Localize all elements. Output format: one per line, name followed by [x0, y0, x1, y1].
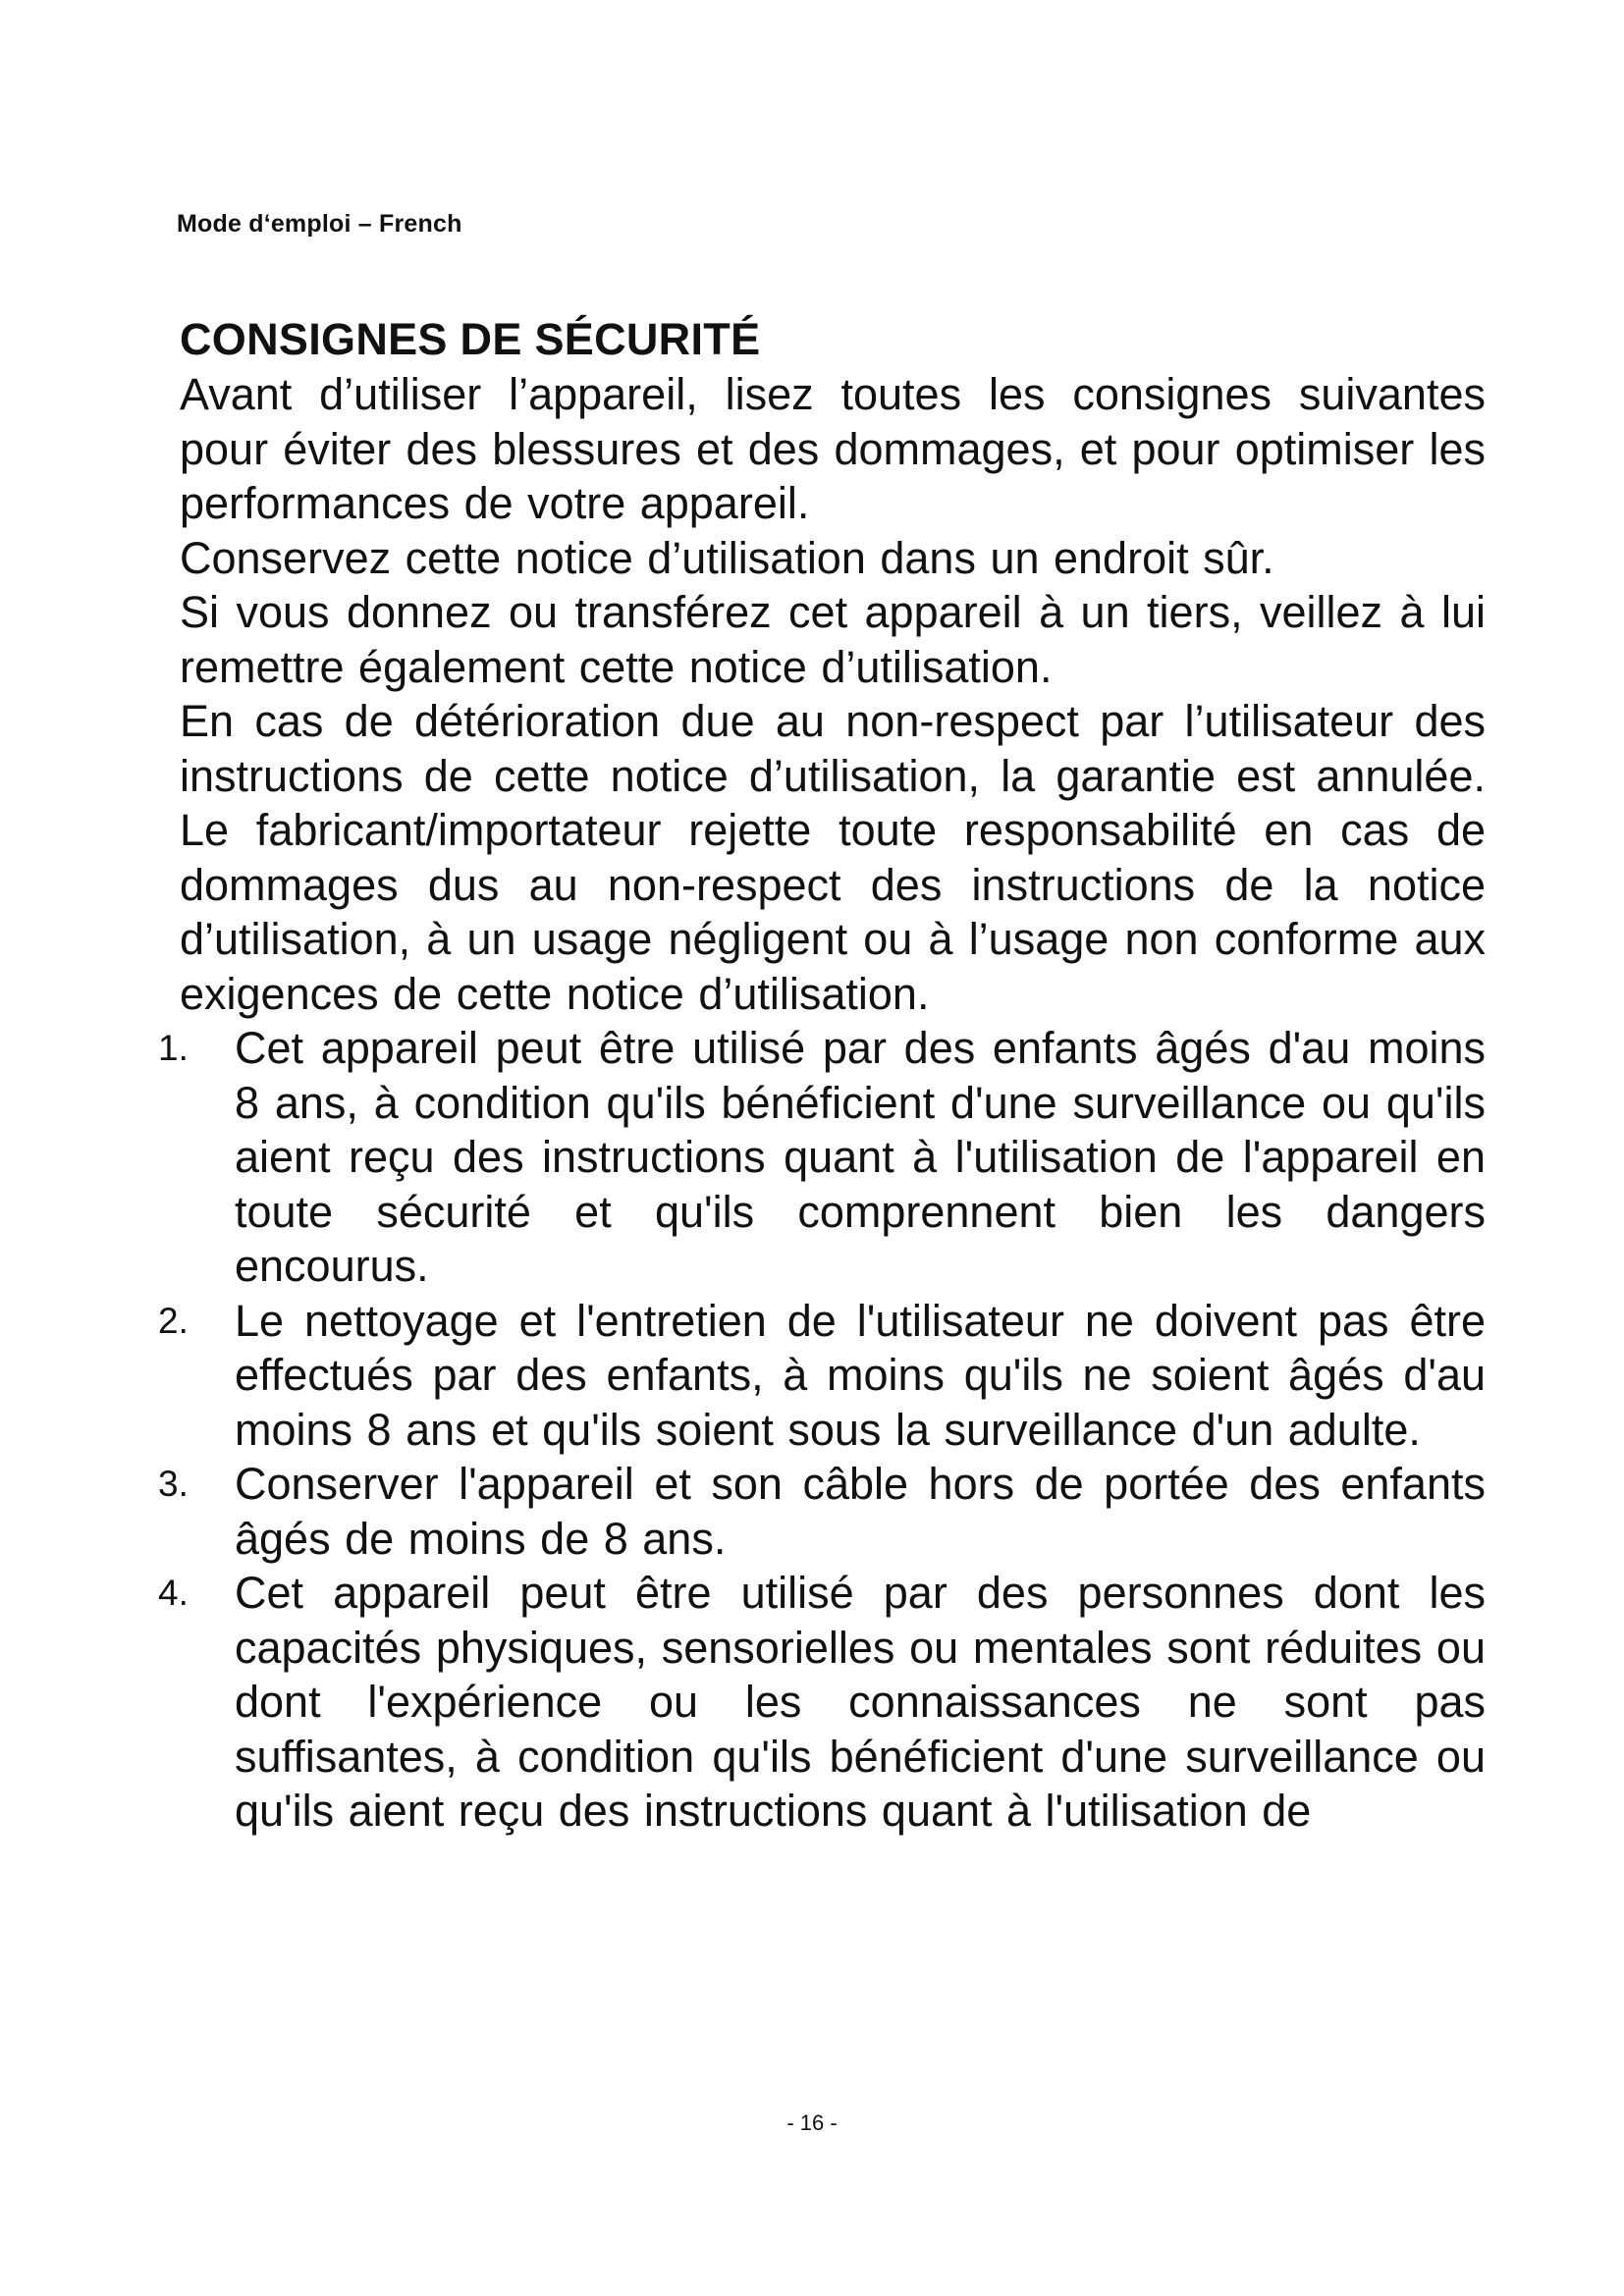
list-item-number: 2. [158, 1300, 189, 1341]
list-item-number: 1. [158, 1028, 189, 1068]
list-item [158, 1566, 1486, 1839]
list-item [158, 1294, 1486, 1458]
warranty-paragraph: En cas de détérioration due au non-respect par l’utilisateur des instructions de cette notice d’utilisation, la garantie est annulée. Le fabricant/importateur rejette toute responsabilité en cas de dommages dus au non-respect des instructions de la notice d’utilisation, à un usage négligent ou à l’usage non conforme aux exigences de cette notice d’utilisation. [180, 696, 1486, 1019]
list-item-text: Cet appareil peut être utilisé par des enfants âgés d'au moins 8 ans, à condition qu'ils bénéficient d'une surveillance ou qu'ils aient reçu des instructions quant à l'utilisation de l'appareil en toute sécurité et qu'ils comprennent bien les dangers encourus. [235, 1023, 1486, 1291]
list-item-number: 4. [158, 1573, 189, 1613]
keep-notice-paragraph: Conservez cette notice d’utilisation dans un endroit sûr. [180, 532, 1274, 583]
safety-section [158, 312, 1486, 1839]
page-number: - 16 - [786, 2110, 838, 2135]
list-item [158, 1457, 1486, 1566]
section-title: CONSIGNES DE SÉCURITÉ [180, 314, 761, 364]
list-item [158, 1021, 1486, 1294]
intro-paragraph: Avant d’utiliser l’appareil, lisez toutes les consignes suivantes pour éviter des blessures et des dommages, et pour optimiser les performances de votre appareil. [180, 369, 1486, 528]
transfer-paragraph: Si vous donnez ou transférez cet appareil à un tiers, veillez à lui remettre également cette notice d’utilisation. [180, 587, 1486, 692]
list-item-text: Le nettoyage et l'entretien de l'utilisateur ne doivent pas être effectués par des enfants, à moins qu'ils ne soient âgés d'au moins 8 ans et qu'ils soient sous la surveillance d'un adulte. [235, 1295, 1486, 1455]
list-item-text: Conserver l'appareil et son câble hors de portée des enfants âgés de moins de 8 ans. [235, 1459, 1486, 1564]
list-item-text: Cet appareil peut être utilisé par des personnes dont les capacités physiques, sensorielles ou mentales sont réduites ou dont l'expérience ou les connaissances ne sont pas suffisantes, à condition qu'ils bénéficient d'une surveillance ou qu'ils aient reçu des instructions quant à l'utilisation de [235, 1568, 1486, 1836]
header-note: Mode d‘emploi – French [177, 210, 462, 238]
list-item-number: 3. [158, 1464, 189, 1504]
safety-list [158, 1021, 1486, 1839]
